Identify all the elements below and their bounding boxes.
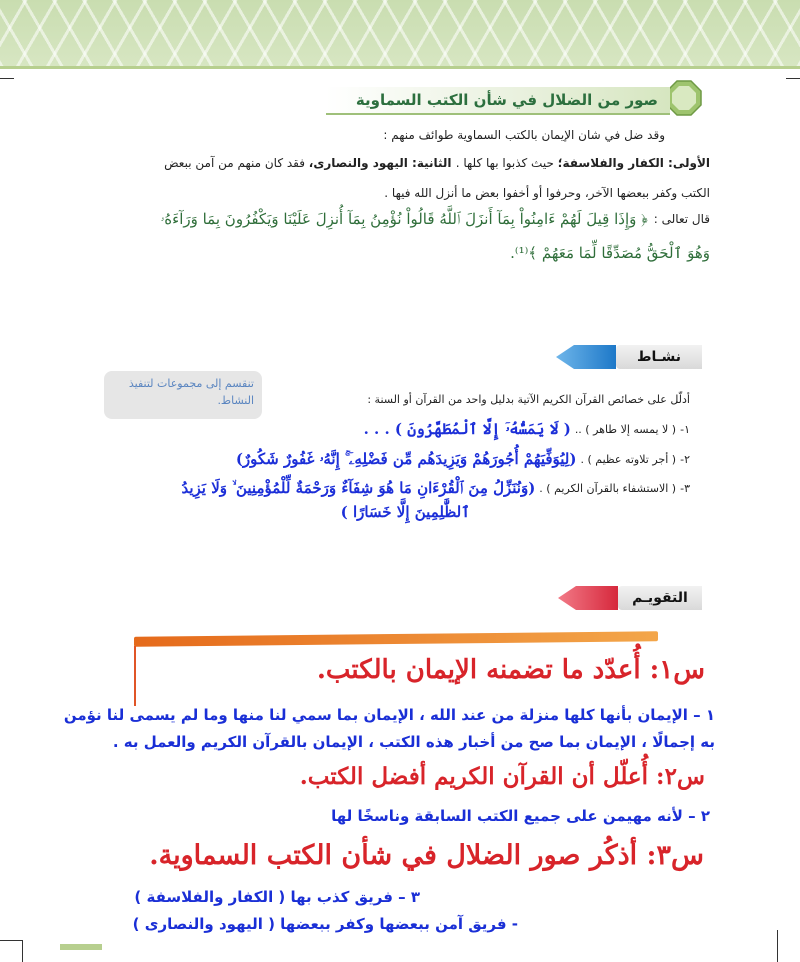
evaluation-tab: التقويـم bbox=[618, 586, 702, 610]
second-line: الكتب وكفر ببعضها الآخر، وحرفوا أو أخفوا بعض ما أنزل الله فيها . bbox=[384, 186, 710, 200]
answer-3-line-1: ٣ – فريق كذب بها ( الكفار والفلاسفة ) bbox=[134, 888, 420, 906]
item-number: ٢- bbox=[680, 452, 690, 466]
red-accent-line bbox=[134, 646, 136, 706]
question-3: س٣: أذكُر صور الضلال في شأن الكتب السماوية. bbox=[149, 840, 704, 871]
item-answer: ( لَا يَمَسُّهُۥٓ إِلَّا ٱلْمُطَهَّرُونَ ) . . . bbox=[363, 420, 571, 438]
red-arrow-icon bbox=[558, 586, 618, 610]
answer-3-line-2: - فريق آمن ببعضها وكفر ببعضها ( اليهود والنصارى ) bbox=[132, 915, 518, 933]
crop-mark bbox=[22, 940, 23, 962]
activity-item-2 bbox=[236, 450, 690, 468]
verse-row-1 bbox=[161, 210, 710, 228]
item-label: ( الاستشفاء بالقرآن الكريم ) . bbox=[539, 481, 677, 495]
first-group-label: الأولى: الكفار والفلاسفة؛ bbox=[557, 156, 710, 170]
evaluation-header bbox=[558, 586, 702, 610]
section-title: صور من الضلال في شأن الكتب السماوية bbox=[326, 87, 670, 115]
crop-mark bbox=[0, 78, 14, 79]
answer-2: ٢ – لأنه مهيمن على جميع الكتب السابقة وناسخًا لها bbox=[331, 807, 710, 825]
item-answer: (لِيُوَفِّيَهُمْ أُجُورَهُمْ وَيَزِيدَهُم مِّن فَضْلِهِۦٓ ۚ إِنَّهُۥ غَفُورٌ شَكُورٌ) bbox=[235, 450, 577, 468]
item-label: ( لا يمسه إلا طاهر ) .. bbox=[574, 422, 677, 436]
activity-item-1 bbox=[364, 420, 690, 438]
first-group-text: حيث كذبوا بها كلها . bbox=[455, 156, 558, 170]
group-note: تنقسم إلى مجموعات لتنفيذ النشاط. bbox=[104, 371, 262, 419]
crop-mark bbox=[0, 940, 22, 941]
second-group-text: فقد كان منهم من آمن ببعض bbox=[164, 156, 309, 170]
groups-line bbox=[164, 156, 710, 170]
item-answer-continued: ٱلظَّٰلِمِينَ إِلَّا خَسَارًا ) bbox=[340, 503, 470, 521]
band-divider bbox=[0, 66, 800, 69]
item-label: ( أجر تلاوته عظيم ) . bbox=[580, 452, 677, 466]
section-octagon-icon bbox=[666, 80, 702, 116]
answer-1-line-1: ١ – الإيمان بأنها كلها منزلة من عند الله ، الإيمان بما سمي لنا منها وما لم يسمى لنا نؤمن bbox=[63, 706, 715, 724]
second-group-label: الثانية: اليهود والنصارى، bbox=[308, 156, 456, 170]
section-title-bar bbox=[326, 86, 670, 116]
crop-mark bbox=[786, 78, 800, 79]
activity-prompt: أدلّل على خصائص القرآن الكريم الآتية بدليل واحد من القرآن أو السنة : bbox=[367, 393, 690, 406]
item-number: ١- bbox=[680, 422, 690, 436]
question-2: س٢: أُعلّل أن القرآن الكريم أفضل الكتب. bbox=[299, 763, 705, 790]
top-decorative-band bbox=[0, 0, 800, 66]
verse-line-2: وَهُوَ ٱلْحَقُّ مُصَدِّقًا لِّمَا مَعَهُمْ ﴾⁽¹⁾. bbox=[510, 244, 710, 262]
orange-accent-bar bbox=[134, 631, 658, 646]
verse-intro: قال تعالى : bbox=[653, 212, 710, 226]
item-answer: (وَنُنَزِّلُ مِنَ ٱلْقُرْءَانِ مَا هُوَ شِفَآءٌ وَرَحْمَةٌ لِّلْمُؤْمِنِينَ ۙ وَلَا يَزِيدُ bbox=[181, 479, 536, 497]
activity-tab: نشـاط bbox=[616, 345, 702, 369]
intro-line: وقد ضل في شان الإيمان بالكتب السماوية طوائف منهم : bbox=[383, 128, 665, 142]
question-1: س١: أُعدّد ما تضمنه الإيمان بالكتب. bbox=[316, 655, 705, 685]
verse-line-1: ﴿ وَإِذَا قِيلَ لَهُمْ ءَامِنُواْ بِمَآ أَنزَلَ ٱللَّهُ قَالُواْ نُؤْمِنُ بِمَآ أُنزِلَ عَلَيْنَا وَيَكْفُرُونَ بِمَا وَرَآءَهُۥ bbox=[160, 210, 648, 228]
activity-header bbox=[556, 345, 702, 369]
footer-accent bbox=[60, 944, 102, 950]
activity-item-3 bbox=[181, 479, 690, 497]
item-number: ٣- bbox=[680, 481, 690, 495]
crop-mark bbox=[777, 930, 778, 962]
blue-arrow-icon bbox=[556, 345, 616, 369]
answer-1-line-2: به إجمالًا ، الإيمان بما صح من أخبار هذه الكتب ، الإيمان بالقرآن الكريم والعمل به . bbox=[112, 733, 715, 751]
